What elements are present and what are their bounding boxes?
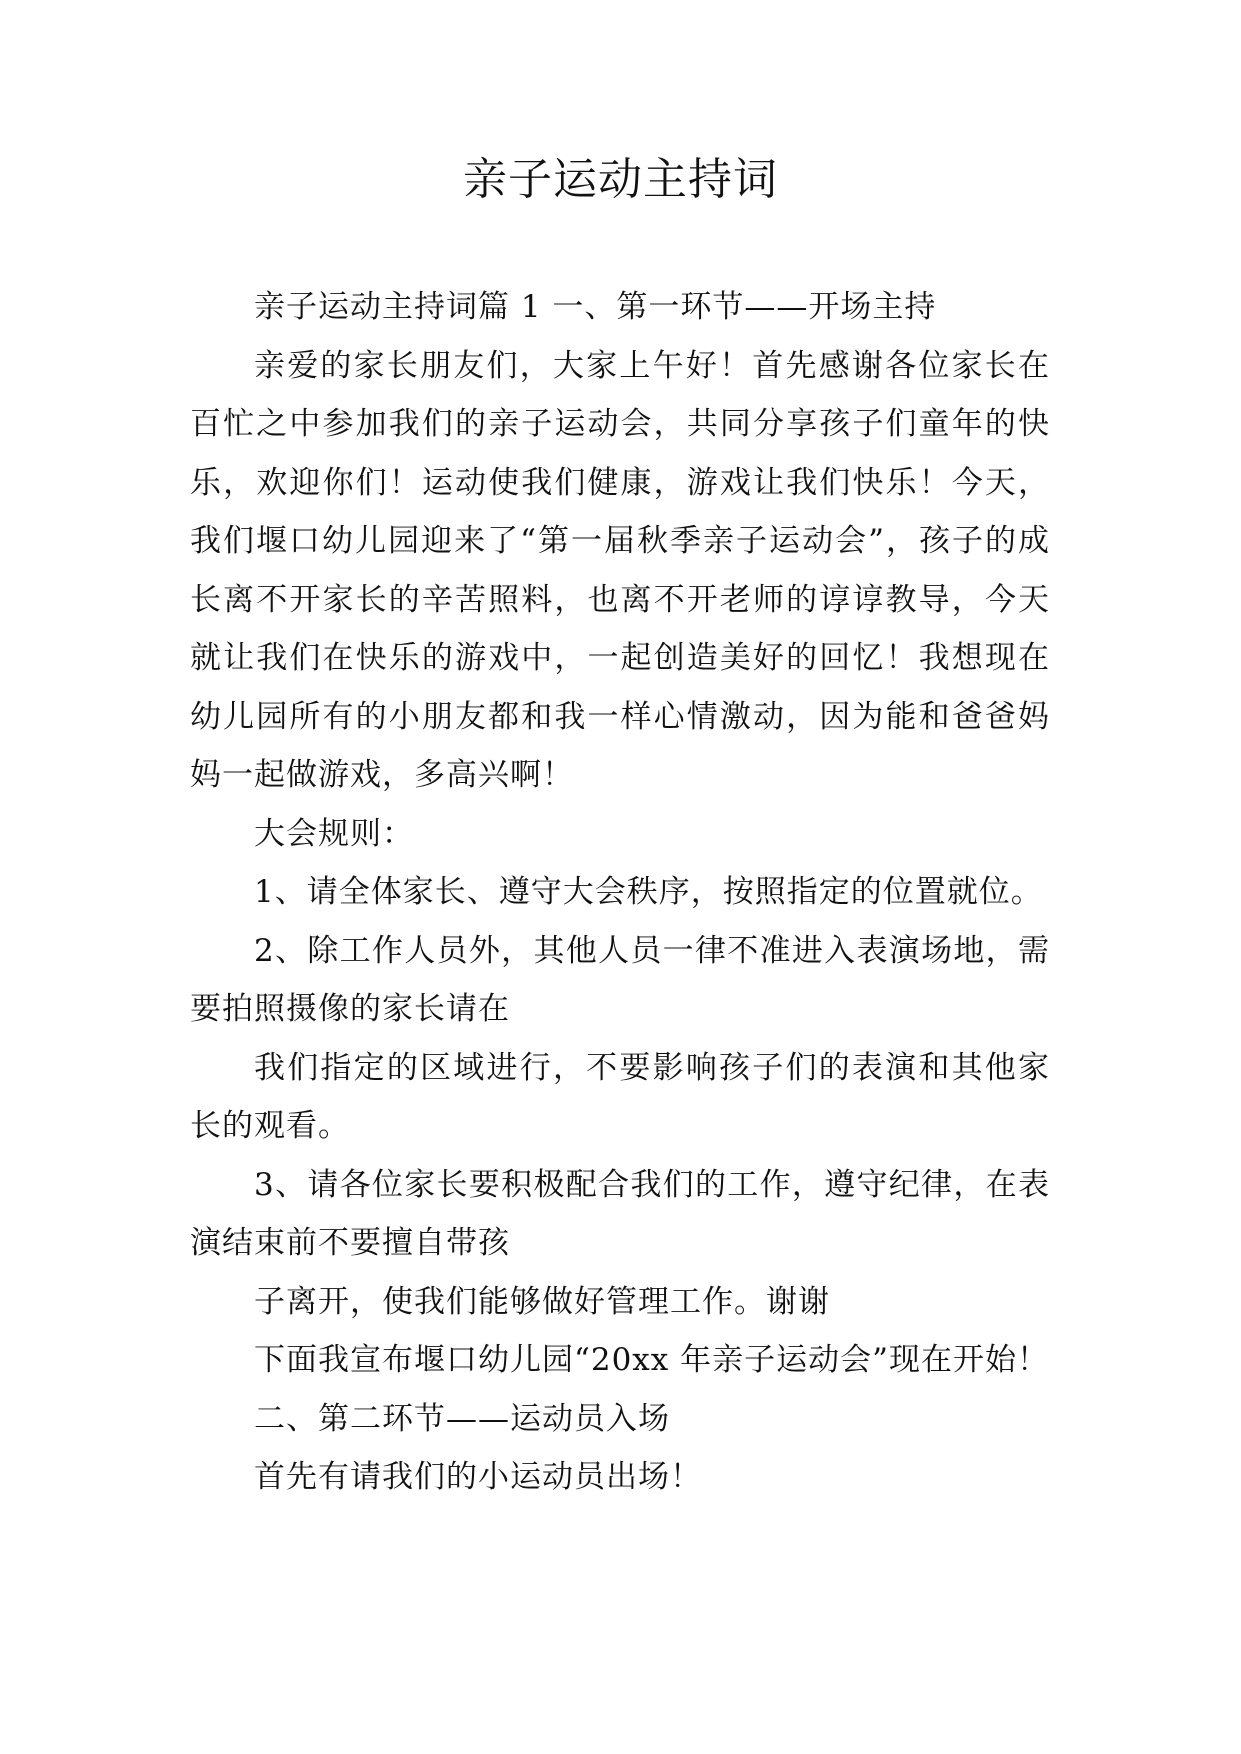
document-body [190,278,1050,1507]
paragraph-announcement: 下面我宣布堰口幼儿园“20xx 年亲子运动会”现在开始！ [254,1342,1049,1378]
paragraph-section-2-heading: 二、第二环节——运动员入场 [254,1400,670,1437]
paragraph-opening-speech: 亲爱的家长朋友们，大家上午好！首先感谢各位家长在百忙之中参加我们的亲子运动会，共同分享孩子们童年的快乐，欢迎你们！运动使我们健康，游戏让我们快乐！今天，我们堰口幼儿园迎来了“第一届秋季亲子运动会”，孩子的成长离不开家长的辛苦照料，也离不开老师的谆谆教导，今天就让我们在快乐的游戏中，一起创造美好的回忆！我想现在幼儿园所有的小朋友都和我一样心情激动，因为能和爸爸妈妈一起做游戏，多高兴啊！ [190,347,1050,793]
paragraph-section-1-heading: 亲子运动主持词篇 1 一、第一环节——开场主持 [254,289,937,325]
paragraph-athletes-entrance: 首先有请我们的小运动员出场！ [254,1459,702,1495]
paragraph-rule-3-continued: 子离开，使我们能够做好管理工作。谢谢 [254,1283,830,1320]
paragraph-rule-2: 2、除工作人员外，其他人员一律不准进入表演场地，需要拍照摄像的家长请在 [190,932,1050,1027]
paragraph-rules-heading: 大会规则： [254,815,414,852]
paragraph-rule-1: 1、请全体家长、遵守大会秩序，按照指定的位置就位。 [254,874,1043,910]
paragraph-rule-2-continued: 我们指定的区域进行，不要影响孩子们的表演和其他家长的观看。 [190,1049,1050,1144]
document-title: 亲子运动主持词 [463,154,778,205]
paragraph-rule-3: 3、请各位家长要积极配合我们的工作，遵守纪律，在表演结束前不要擅自带孩 [190,1166,1050,1261]
